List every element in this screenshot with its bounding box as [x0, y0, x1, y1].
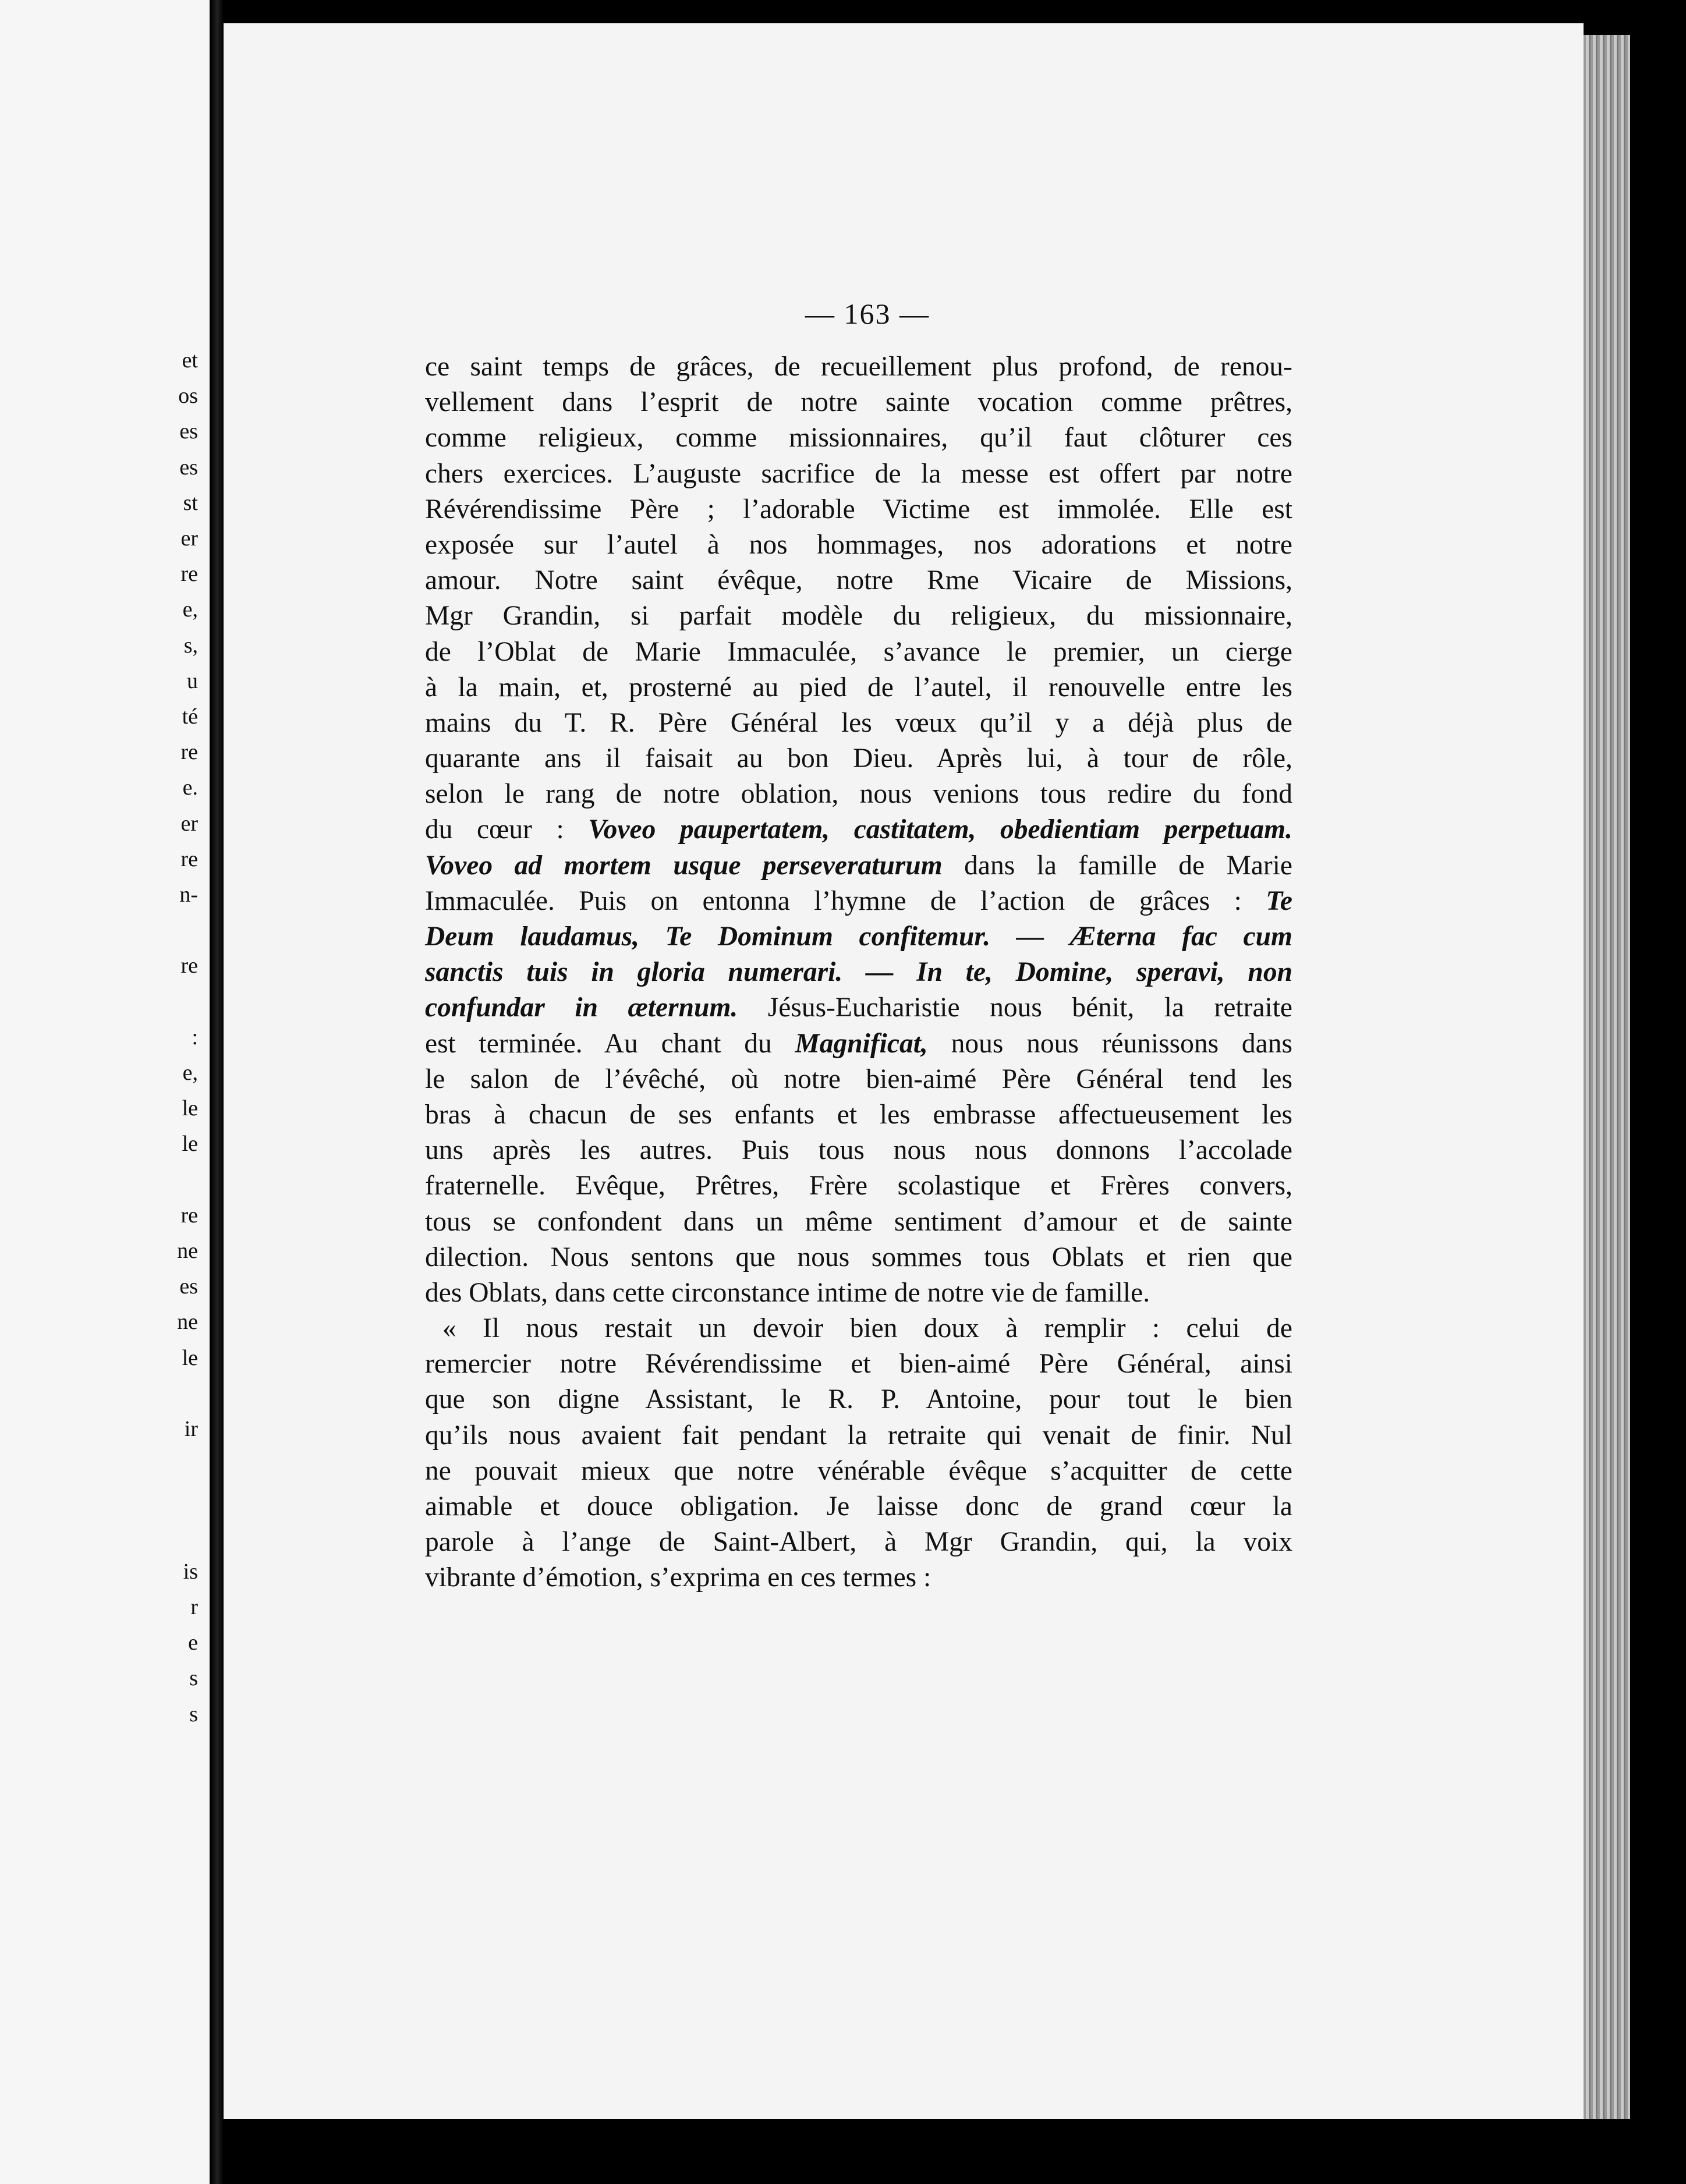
left-page-fragment: es	[179, 419, 198, 444]
left-page-fragment: le	[182, 1345, 198, 1370]
left-page-fragment: s	[189, 1701, 198, 1726]
text-line: parole à l’ange de Saint-Albert, à Mgr Grandin, qui, la voix	[425, 1527, 1292, 1558]
left-page-fragment: re	[180, 740, 198, 765]
text-line: que son digne Assistant, le R. P. Antoine, pour tout le bien	[425, 1384, 1292, 1415]
text-run: dans la famille de Marie	[942, 850, 1292, 881]
text-line: amour. Notre saint évêque, notre Rme Vicaire de Missions,	[425, 565, 1292, 596]
text-line: remercier notre Révérendissime et bien-aimé Père Général, ainsi	[425, 1349, 1292, 1380]
text-line: Mgr Grandin, si parfait modèle du religieux, du missionnaire,	[425, 601, 1292, 632]
latin-vow: Voveo ad mortem usque perseveraturum	[425, 850, 943, 881]
text-line: qu’ils nous avaient fait pendant la retraite qui venait de finir. Nul	[425, 1420, 1292, 1451]
left-page-fragment: ne	[177, 1239, 198, 1263]
left-page-fragment: et	[182, 348, 198, 373]
text-line: le salon de l’évêché, où notre bien-aimé Père Général tend les	[425, 1063, 1292, 1094]
left-page-fragment: es	[179, 1274, 198, 1299]
left-page-fragment: s	[189, 1666, 198, 1691]
text-line: « Il nous restait un devoir bien doux à remplir : celui de	[442, 1313, 1292, 1344]
left-page-fragment: r	[190, 1595, 198, 1619]
body-text	[425, 349, 1292, 1596]
text-run: du cœur :	[425, 814, 589, 845]
text-line: des Oblats, dans cette circonstance intime de notre vie de famille.	[425, 1277, 1150, 1308]
left-page-fragment: n-	[179, 882, 198, 907]
latin-hymn: Deum laudamus, Te Dominum confitemur. — Æterna fac cum	[425, 921, 1292, 952]
left-page-fragment: re	[180, 1203, 198, 1228]
text-line	[425, 884, 1292, 919]
book-gutter	[211, 0, 224, 2184]
page-number: — 163 —	[805, 297, 930, 330]
text-line: à la main, et, prosterné au pied de l’autel, il renouvelle entre les	[425, 672, 1292, 703]
latin-hymn: sanctis tuis in gloria numerari. — In te, Domine, speravi, non	[425, 957, 1292, 988]
text-run: Immaculée. Puis on entonna l’hymne de l’action de grâces :	[425, 885, 1266, 916]
latin-hymn: Te	[1266, 885, 1292, 916]
text-line: fraternelle. Evêque, Prêtres, Frère scolastique et Frères convers,	[425, 1171, 1292, 1201]
text-line: quarante ans il faisait au bon Dieu. Après lui, à tour de rôle,	[425, 743, 1292, 774]
text-run: est terminée. Au chant du	[425, 1028, 795, 1059]
left-page-fragment: re	[180, 562, 198, 587]
text-line	[425, 919, 1292, 955]
text-line: vibrante d’émotion, s’exprima en ces termes :	[425, 1562, 931, 1593]
left-page-fragment: :	[192, 1024, 198, 1050]
text-line: tous se confondent dans un même sentiment d’amour et de sainte	[425, 1206, 1292, 1237]
text-line	[425, 1026, 1292, 1062]
text-line	[425, 812, 1292, 848]
left-page-fragment: re	[180, 846, 198, 871]
text-line	[425, 848, 1292, 884]
text-run: nous nous réunissons dans	[927, 1028, 1292, 1059]
latin-magnificat: Magnificat,	[795, 1028, 928, 1059]
left-page-fragment: es	[179, 455, 198, 480]
text-line: Révérendissime Père ; l’adorable Victime est immolée. Elle est	[425, 494, 1292, 524]
text-line: ce saint temps de grâces, de recueillement plus profond, de renou-	[425, 352, 1292, 382]
left-facing-page	[0, 0, 210, 2184]
text-line: dilection. Nous sentons que nous sommes tous Oblats et rien que	[425, 1242, 1292, 1272]
text-line	[425, 990, 1292, 1026]
left-page-fragment: u	[187, 668, 198, 693]
left-page-fragment: e,	[182, 1061, 198, 1085]
left-page-fragment: is	[183, 1559, 198, 1584]
page-edge	[1584, 35, 1630, 2119]
left-page-fragment: le	[182, 1132, 198, 1157]
left-page-fragment: e.	[182, 775, 198, 800]
text-line: aimable et douce obligation. Je laisse donc de grand cœur la	[425, 1491, 1292, 1522]
text-line: de l’Oblat de Marie Immaculée, s’avance le premier, un cierge	[425, 636, 1292, 667]
text-line: mains du T. R. Père Général les vœux qu’il y a déjà plus de	[425, 707, 1292, 738]
text-line: bras à chacun de ses enfants et les embrasse affectueusement les	[425, 1099, 1292, 1130]
latin-vow: Voveo paupertatem, castitatem, obedientiam perpetuam.	[588, 814, 1292, 845]
text-run: Jésus-Eucharistie nous bénit, la retraite	[738, 992, 1292, 1023]
left-page-fragment: e,	[182, 597, 198, 622]
text-line: vellement dans l’esprit de notre sainte vocation comme prêtres,	[425, 387, 1292, 418]
text-line: selon le rang de notre oblation, nous venions tous redire du fond	[425, 779, 1292, 810]
text-line: ne pouvait mieux que notre vénérable évêque s’acquitter de cette	[425, 1455, 1292, 1486]
text-line: comme religieux, comme missionnaires, qu’il faut clôturer ces	[425, 423, 1292, 453]
text-line: chers exercices. L’auguste sacrifice de la messe est offert par notre	[425, 458, 1292, 489]
left-page-fragment: s,	[183, 633, 198, 658]
left-page-fragment: ne	[177, 1310, 198, 1335]
left-page-fragment: er	[180, 811, 198, 836]
left-page-fragment: e	[188, 1630, 198, 1655]
text-line: uns après les autres. Puis tous nous nous donnons l’accolade	[425, 1135, 1292, 1166]
left-page-fragment: er	[180, 526, 198, 551]
left-page-fragment: le	[182, 1096, 198, 1121]
latin-hymn: confundar in æternum.	[425, 992, 738, 1023]
left-page-fragment: re	[180, 953, 198, 978]
left-page-fragment: té	[182, 704, 198, 729]
text-line	[425, 955, 1292, 990]
left-page-fragment: ir	[184, 1417, 198, 1441]
left-page-fragment: st	[183, 490, 198, 515]
text-line: exposée sur l’autel à nos hommages, nos adorations et notre	[425, 529, 1292, 560]
left-page-fragment: os	[178, 384, 198, 409]
